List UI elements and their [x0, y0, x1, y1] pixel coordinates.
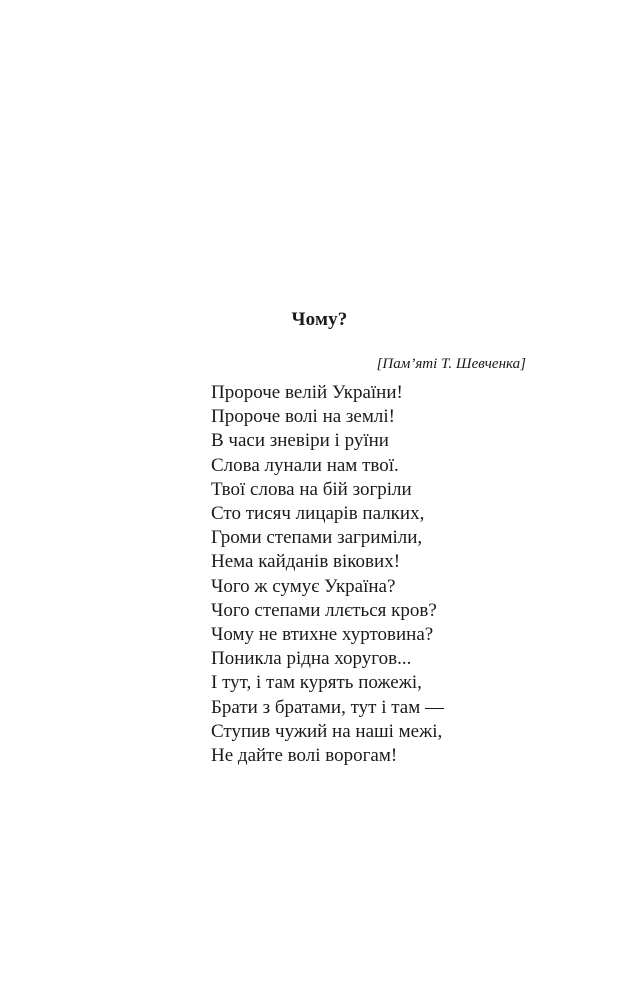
- poem-stanza: [211, 381, 551, 768]
- poem-dedication: [Пам’яті Т. Шевченка]: [376, 356, 526, 372]
- verse-line: Не дайте волі ворогам!: [211, 745, 398, 767]
- verse-line: Чого степами ллється кров?: [211, 599, 437, 621]
- verse-line: І тут, і там курять пожежі,: [211, 672, 422, 694]
- poem-title: Чому?: [291, 309, 348, 330]
- verse-line: В часи зневіри і руїни: [211, 430, 389, 452]
- verse-line: Громи степами загриміли,: [211, 527, 423, 549]
- verse-line: Пророче волі на землі!: [211, 406, 395, 428]
- verse-line: Слова лунали нам твої.: [211, 454, 399, 476]
- verse-line: Твої слова на бій зогріли: [211, 478, 412, 500]
- verse-line: Ступив чужий на наші межі,: [211, 720, 443, 742]
- verse-line: Пророче велій України!: [211, 382, 403, 403]
- verse-line: Нема кайданів вікових!: [211, 551, 401, 573]
- verse-line: Поникла рідна хоругов...: [211, 648, 412, 670]
- verse-line: Чому не втихне хуртовина?: [211, 624, 434, 646]
- verse-line: Сто тисяч лицарів палких,: [211, 503, 425, 525]
- verse-line: Брати з братами, тут і там —: [211, 696, 444, 718]
- verse-line: Чого ж сумує Україна?: [211, 575, 396, 597]
